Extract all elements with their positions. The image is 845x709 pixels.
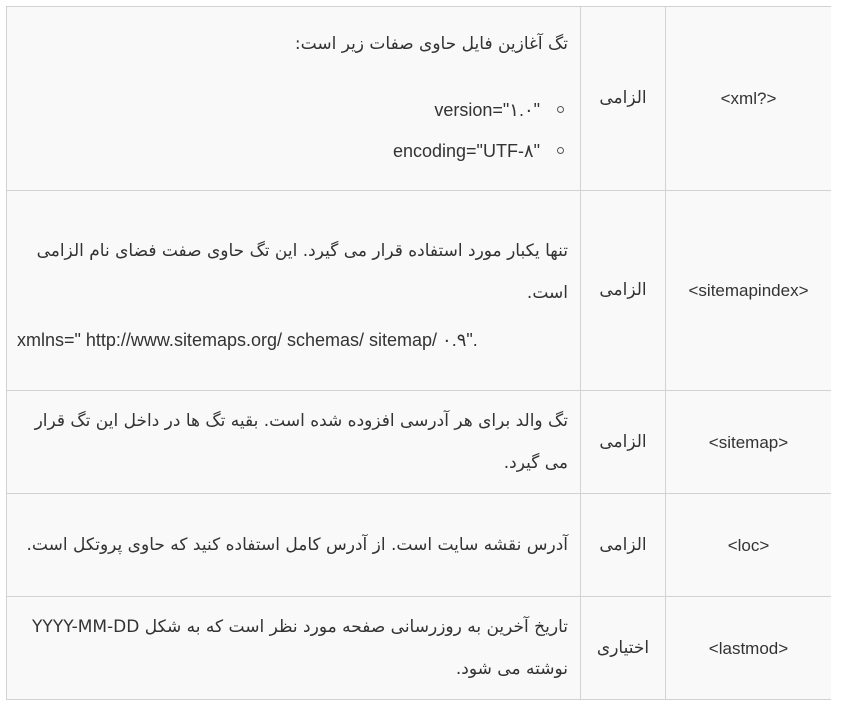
description-cell <box>7 494 581 597</box>
tag-cell: <sitemapindex> <box>666 191 832 391</box>
attribute-list <box>17 98 568 163</box>
description-cell <box>7 7 581 191</box>
tag-cell: <loc> <box>666 494 832 597</box>
table-row <box>7 597 832 700</box>
attribute-text: version="۱.۰" <box>434 100 540 120</box>
description-cell <box>7 191 581 391</box>
description-text: تاریخ آخرین به روزرسانی صفحه مورد نظر است که به شکل YYYY-MM-DD نوشته می شود. <box>32 617 568 679</box>
sitemap-tags-table-wrapper <box>6 6 831 709</box>
sitemap-tags-table <box>6 6 831 700</box>
description-cell <box>7 391 581 494</box>
requirement-cell: الزامی <box>581 391 666 494</box>
table-row <box>7 191 832 391</box>
requirement-cell: الزامی <box>581 7 666 191</box>
description-text: آدرس نقشه سایت است. از آدرس کامل استفاده کنید که حاوی پروتکل است. <box>26 535 568 555</box>
list-item <box>17 139 568 163</box>
namespace-attribute-text: xmlns=" http://www.sitemaps.org/ schemas/ sitemap/ ۰.۹". <box>17 329 478 350</box>
description-text: تگ آغازین فایل حاوی صفات زیر است: <box>294 34 568 54</box>
circle-bullet-icon <box>557 106 564 113</box>
attribute-text: encoding="UTF-۸" <box>392 141 540 161</box>
requirement-cell: الزامی <box>581 191 666 391</box>
requirement-cell: اختیاری <box>581 597 666 700</box>
description-text: تگ والد برای هر آدرسی افزوده شده است. بقیه تگ ها در داخل این تگ قرار می گیرد. <box>34 411 568 473</box>
list-item <box>17 98 568 122</box>
table-row <box>7 7 832 191</box>
tag-cell: <lastmod> <box>666 597 832 700</box>
description-cell <box>7 597 581 700</box>
table-row <box>7 494 832 597</box>
circle-bullet-icon <box>557 147 564 154</box>
tag-cell: <sitemap> <box>666 391 832 494</box>
description-text: تنها یکبار مورد استفاده قرار می گیرد. این تگ حاوی صفت فضای نام الزامی است. <box>36 240 568 303</box>
table-row <box>7 391 832 494</box>
requirement-cell: الزامی <box>581 494 666 597</box>
tag-cell: <xml?> <box>666 7 832 191</box>
